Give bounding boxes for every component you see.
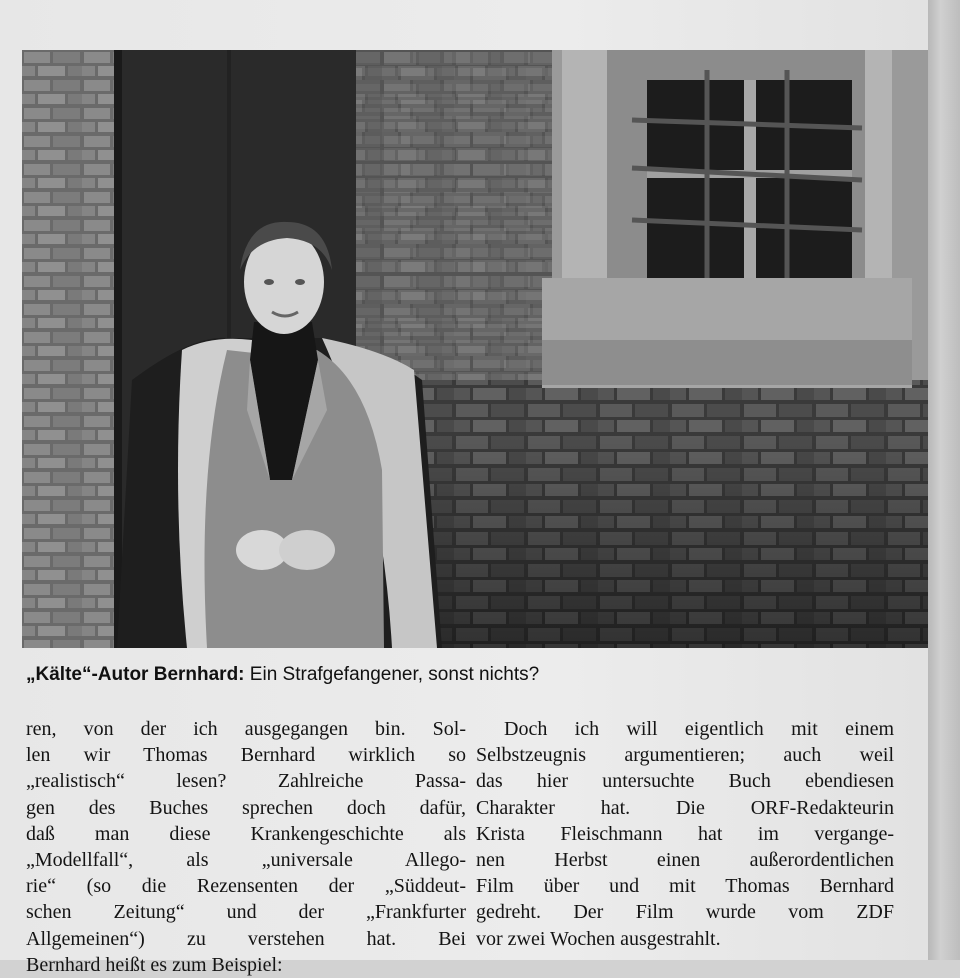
page-edge-shadow: [928, 0, 960, 960]
right-line: vor zwei Wochen ausgestrahlt.: [476, 927, 721, 950]
right-line: gedreht. Der Film wurde vom ZDF: [476, 901, 894, 924]
left-line: gen des Buches sprechen doch dafür,: [26, 796, 466, 819]
right-line: Film über und mit Thomas Bernhard: [476, 875, 894, 898]
caption-text: Ein Strafgefangener, sonst nichts?: [249, 664, 540, 685]
right-line: das hier untersuchte Buch ebendiesen: [476, 770, 894, 793]
author-photo: [22, 50, 932, 648]
photo-caption: [26, 664, 906, 686]
right-line: Selbstzeugnis argumentieren; auch weil: [476, 744, 894, 767]
right-line: Doch ich will eigentlich mit einem: [504, 718, 894, 740]
right-line: nen Herbst einen außerordentlichen: [476, 849, 894, 872]
right-line: Krista Fleischmann hat im vergange-: [476, 822, 894, 845]
left-line: rie“ (so die Rezensenten der „Süddeut-: [26, 875, 466, 898]
left-line: len wir Thomas Bernhard wirklich so: [26, 744, 466, 767]
left-line: Allgemeinen“) zu verstehen hat. Bei: [26, 927, 466, 950]
left-line: „Modellfall“, als „universale Allego-: [26, 849, 466, 872]
left-line: „realistisch“ lesen? Zahlreiche Passa-: [26, 770, 466, 793]
photo-illustration: [22, 50, 932, 648]
caption-bold: „Kälte“-Autor Bernhard:: [26, 664, 245, 685]
right-column: [476, 716, 894, 952]
left-line: Bernhard heißt es zum Beispiel:: [26, 953, 283, 976]
right-line: Charakter hat. Die ORF-Redakteurin: [476, 796, 894, 819]
left-column: [26, 716, 466, 978]
left-line: schen Zeitung“ und der „Frankfurter: [26, 901, 466, 924]
left-line: daß man diese Krankengeschichte als: [26, 822, 466, 845]
left-line: ren, von der ich ausgegangen bin. Sol-: [26, 718, 466, 740]
